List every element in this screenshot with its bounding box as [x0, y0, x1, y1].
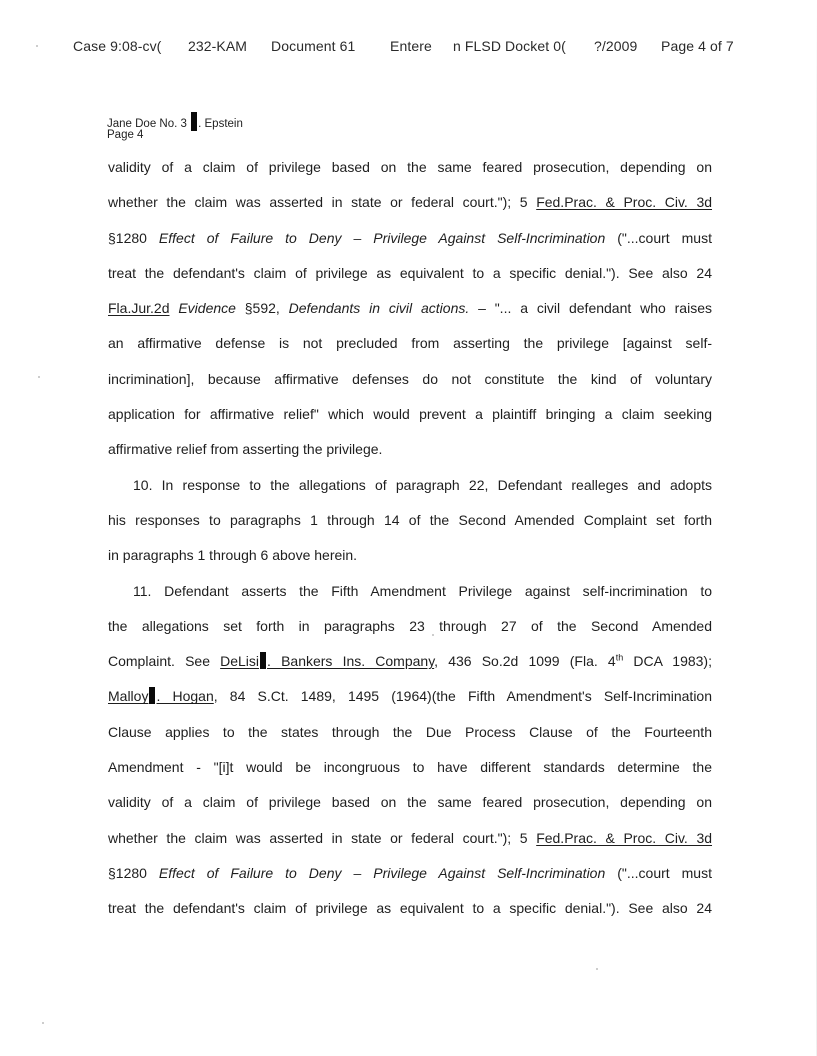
redaction-bar [149, 687, 155, 704]
citation-evidence-italic: Evidence [178, 300, 236, 317]
caption-party-left: Jane Doe No. 3 [107, 118, 187, 130]
caption-page-label: Page 4 [107, 129, 144, 141]
body-line [108, 821, 712, 856]
body-line: treat the defendant's claim of privilege as equivalent to a specific denial."). See also 24 [108, 264, 712, 281]
text-run: – "... a civil defendant who raises [469, 300, 712, 317]
body-line: his responses to paragraphs 1 through 14 of the Second Amended Complaint set forth [108, 511, 712, 528]
citation-fed-prac: Fed.Prac. & Proc. Civ. 3d [536, 194, 713, 211]
citation-malloy: Malloy [108, 688, 149, 705]
text-run: Complaint. See [108, 653, 221, 670]
body-line [108, 221, 712, 256]
header-docket: n FLSD Docket 0( [453, 38, 566, 54]
header-date: ?/2009 [594, 38, 638, 54]
scan-speck [42, 1022, 44, 1024]
paragraph-11-start: 11. Defendant asserts the Fifth Amendment Privilege against self-incrimination to [133, 582, 712, 599]
text-run: , 436 So.2d 1099 (Fla. 4 [434, 653, 616, 670]
scan-speck [596, 968, 598, 970]
body-line: Clause applies to the states through the Due Process Clause of the Fourteenth [108, 723, 712, 740]
text-run: whether the claim was asserted in state or federal court."); 5 [108, 829, 537, 846]
body-line: affirmative relief from asserting the privilege. [108, 441, 383, 458]
scan-speck [38, 376, 40, 378]
header-document-number: Document 61 [271, 38, 356, 54]
redaction-bar [260, 652, 266, 669]
body-line [108, 856, 712, 891]
body-line: application for affirmative relief" which would prevent a plaintiff bringing a claim seeking [108, 406, 712, 423]
superscript-th: th [615, 652, 624, 663]
text-run: §1280 [108, 864, 159, 881]
citation-bankers: . Bankers Ins. Company [267, 653, 435, 670]
text-run: whether the claim was asserted in state or federal court."); 5 [108, 194, 537, 211]
paragraph-10-start: 10. In response to the allegations of paragraph 22, Defendant realleges and adopts [133, 476, 712, 493]
body-line [108, 644, 712, 679]
header-case-suffix: 232-KAM [188, 38, 248, 54]
body-line: the allegations set forth in paragraphs 23 through 27 of the Second Amended [108, 617, 712, 634]
text-run [169, 300, 178, 316]
body-line: Amendment - "[i]t would be incongruous to have different standards determine the [108, 759, 712, 776]
text-run: ("...court must [605, 229, 712, 246]
citation-title-italic: Effect of Failure to Deny – Privilege Against Self-Incrimination [158, 864, 606, 881]
caption-block [107, 112, 243, 142]
header-case-number [73, 38, 161, 56]
citation-title-italic: Effect of Failure to Deny – Privilege Against Self-Incrimination [158, 229, 606, 246]
header-page-count: Page 4 of 7 [661, 38, 734, 54]
header-case-prefix: Case 9:08-cv( [73, 38, 162, 54]
caption-parties [107, 112, 243, 128]
citation-defendants-italic: Defendants in civil actions. [288, 300, 470, 317]
body-line: incrimination], because affirmative defenses do not constitute the kind of voluntary [108, 370, 712, 387]
text-run: , 84 S.Ct. 1489, 1495 (1964)(the Fifth Amendment's Self-Incrimination [213, 688, 712, 705]
body-line: treat the defendant's claim of privilege as equivalent to a specific denial."). See also 24 [108, 900, 712, 917]
text-run: ("...court must [605, 864, 712, 881]
scan-speck [36, 45, 38, 47]
body-line: validity of a claim of privilege based on the same feared prosecution, depending on [108, 794, 712, 811]
body-line [108, 291, 712, 326]
text-run: DCA 1983); [623, 653, 712, 670]
citation-fed-prac: Fed.Prac. & Proc. Civ. 3d [536, 829, 713, 846]
scan-speck [432, 634, 434, 636]
header-entered: Entere [390, 38, 432, 54]
body-line: in paragraphs 1 through 6 above herein. [108, 547, 358, 564]
body-line: validity of a claim of privilege based on the same feared prosecution, depending on [108, 159, 712, 175]
caption-party-right: . Epstein [198, 118, 243, 130]
citation-hogan: . Hogan [156, 688, 214, 705]
body-line: an affirmative defense is not precluded from asserting the privilege [against self- [108, 335, 712, 352]
citation-fla-jur: Fla.Jur.2d [108, 300, 170, 317]
text-run: §1280 [108, 229, 159, 246]
body-text [108, 150, 712, 927]
body-line [108, 679, 712, 714]
body-line [108, 185, 712, 220]
text-run: §592, [235, 300, 289, 317]
citation-delisi: DeLisi [220, 653, 260, 670]
